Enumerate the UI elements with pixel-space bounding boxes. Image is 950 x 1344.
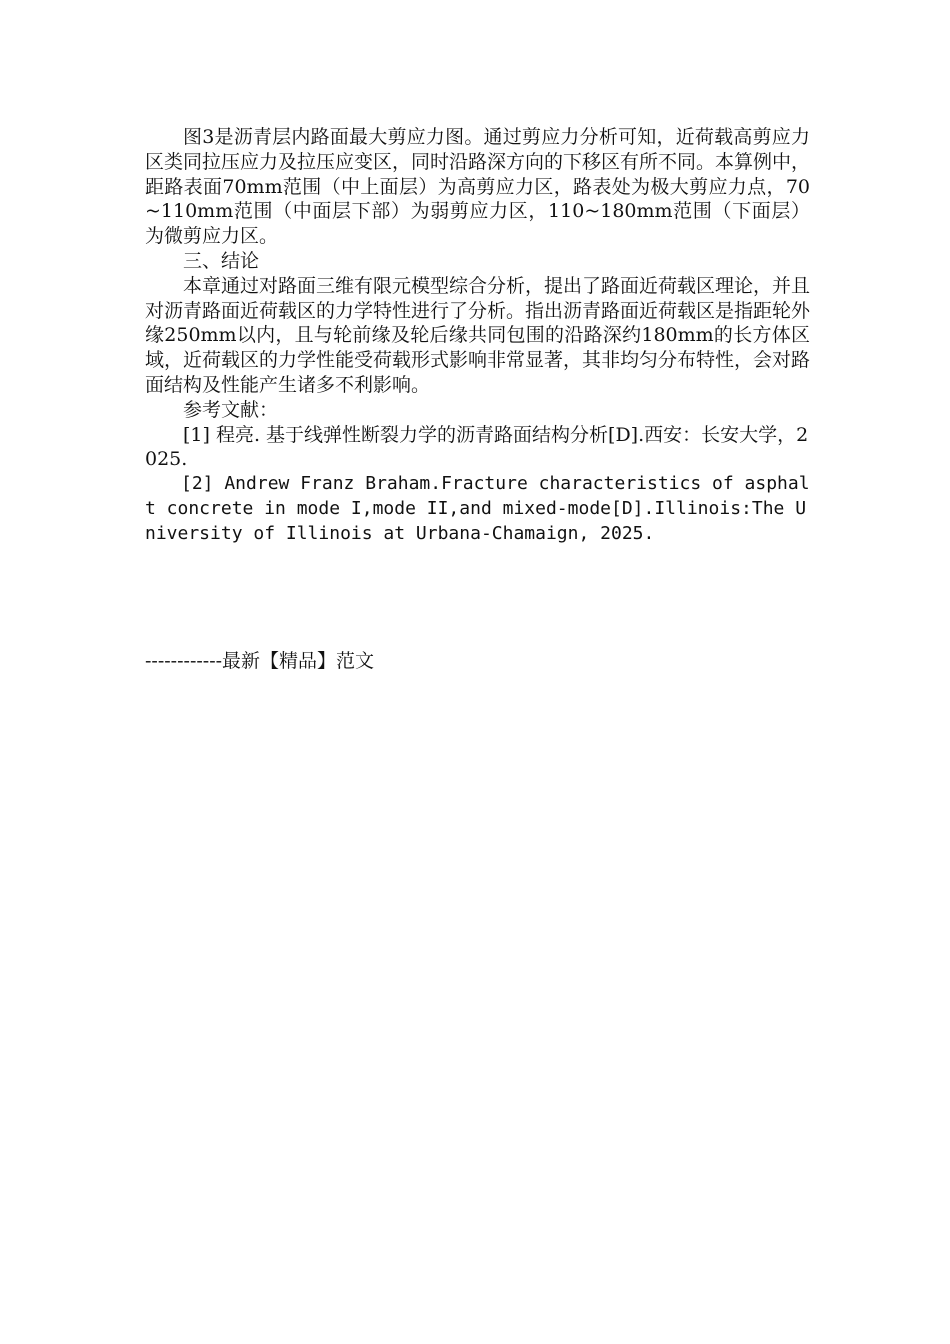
heading-references: 参考文献： — [183, 398, 279, 421]
footer-banner: ------------最新【精品】范文 — [145, 650, 375, 672]
reference-item-1: [1] 程亮. 基于线弹性断裂力学的沥青路面结构分析[D].西安：长安大学，2025. — [145, 423, 809, 471]
paragraph-conclusion: 本章通过对路面三维有限元模型综合分析，提出了路面近荷载区理论，并且对沥青路面近荷载区的力学特性进行了分析。指出沥青路面近荷载区是指距轮外缘250mm以内，且与轮前缘及轮后缘共同包围的沿路深约180mm的长方体区域，近荷载区的力学性能受荷载形式影响非常显著，其非均匀分布特性，会对路面结构及性能产生诸多不利影响。 — [145, 274, 811, 396]
paragraph-shear-stress: 图3是沥青层内路面最大剪应力图。通过剪应力分析可知，近荷载高剪应力区类同拉压应力及拉压应变区，同时沿路深方向的下移区有所不同。本算例中，距路表面70mm范围（中上面层）为高剪应力区，路表处为极大剪应力点，70~110mm范围（中面层下部）为弱剪应力区，110~180mm范围（下面层）为微剪应力区。 — [145, 126, 811, 248]
reference-item-2: [2] Andrew Franz Braham.Fracture characteristics of asphalt concrete in mode I,mode II,and mixed-mode[D].Illinois:The University of Illinois at Urbana-Chamaign, 2025. — [145, 473, 810, 544]
document-body — [145, 125, 810, 547]
heading-conclusion: 三、结论 — [183, 249, 260, 272]
